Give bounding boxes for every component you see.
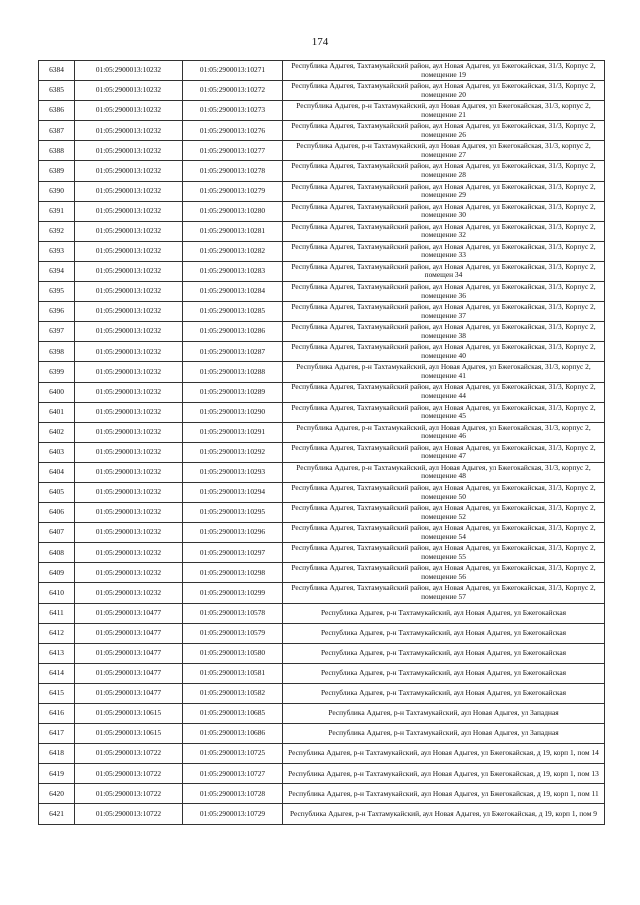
cadastral-number-cell: 01:05:2900013:10293 — [183, 462, 283, 482]
table-row — [39, 342, 605, 362]
row-number-cell: 6401 — [39, 402, 75, 422]
parent-cadastral-number-cell: 01:05:2900013:10477 — [75, 643, 183, 663]
table-row — [39, 543, 605, 563]
parent-cadastral-number-cell: 01:05:2900013:10232 — [75, 61, 183, 81]
table-row — [39, 704, 605, 724]
table-row — [39, 643, 605, 663]
address-cell: Республика Адыгея, Тахтамукайский район, аул Новая Адыгея, ул Бжегокайская, 31/3, Корпус 2, помещение 36 — [283, 282, 605, 302]
table-row — [39, 181, 605, 201]
row-number-cell: 6399 — [39, 362, 75, 382]
parent-cadastral-number-cell: 01:05:2900013:10232 — [75, 101, 183, 121]
address-cell: Республика Адыгея, р-н Тахтамукайский, аул Новая Адыгея, ул Бжегокайская — [283, 663, 605, 683]
table-row — [39, 101, 605, 121]
table-row — [39, 282, 605, 302]
parent-cadastral-number-cell: 01:05:2900013:10722 — [75, 764, 183, 784]
row-number-cell: 6413 — [39, 643, 75, 663]
cadastral-number-cell: 01:05:2900013:10727 — [183, 764, 283, 784]
parent-cadastral-number-cell: 01:05:2900013:10232 — [75, 563, 183, 583]
table-row — [39, 141, 605, 161]
row-number-cell: 6419 — [39, 764, 75, 784]
cadastral-number-cell: 01:05:2900013:10296 — [183, 523, 283, 543]
parent-cadastral-number-cell: 01:05:2900013:10477 — [75, 623, 183, 643]
row-number-cell: 6408 — [39, 543, 75, 563]
address-cell: Республика Адыгея, р-н Тахтамукайский, аул Новая Адыгея, ул Западная — [283, 704, 605, 724]
cadastral-number-cell: 01:05:2900013:10292 — [183, 442, 283, 462]
cadastral-number-cell: 01:05:2900013:10272 — [183, 81, 283, 101]
row-number-cell: 6397 — [39, 322, 75, 342]
table-row — [39, 583, 605, 603]
address-cell: Республика Адыгея, р-н Тахтамукайский, аул Новая Адыгея, ул Западная — [283, 724, 605, 744]
parent-cadastral-number-cell: 01:05:2900013:10232 — [75, 422, 183, 442]
row-number-cell: 6390 — [39, 181, 75, 201]
parent-cadastral-number-cell: 01:05:2900013:10232 — [75, 503, 183, 523]
address-cell: Республика Адыгея, р-н Тахтамукайский, аул Новая Адыгея, ул Бжегокайская, 31/3, корпус 2, помещение 21 — [283, 101, 605, 121]
parent-cadastral-number-cell: 01:05:2900013:10232 — [75, 462, 183, 482]
cadastral-number-cell: 01:05:2900013:10288 — [183, 362, 283, 382]
cadastral-number-cell: 01:05:2900013:10582 — [183, 683, 283, 703]
address-cell: Республика Адыгея, Тахтамукайский район, аул Новая Адыгея, ул Бжегокайская, 31/3, Корпус 2, помещение 19 — [283, 61, 605, 81]
cadastral-number-cell: 01:05:2900013:10725 — [183, 744, 283, 764]
address-cell: Республика Адыгея, р-н Тахтамукайский, аул Новая Адыгея, ул Бжегокайская — [283, 683, 605, 703]
address-cell: Республика Адыгея, р-н Тахтамукайский, аул Новая Адыгея, ул Бжегокайская, д 19, корп 1, пом 14 — [283, 744, 605, 764]
table-row — [39, 61, 605, 81]
address-cell: Республика Адыгея, р-н Тахтамукайский, аул Новая Адыгея, ул Бжегокайская, 31/3, корпус 2, помещение 41 — [283, 362, 605, 382]
row-number-cell: 6404 — [39, 462, 75, 482]
parent-cadastral-number-cell: 01:05:2900013:10477 — [75, 683, 183, 703]
parent-cadastral-number-cell: 01:05:2900013:10615 — [75, 704, 183, 724]
row-number-cell: 6412 — [39, 623, 75, 643]
row-number-cell: 6421 — [39, 804, 75, 824]
cadastral-number-cell: 01:05:2900013:10578 — [183, 603, 283, 623]
address-cell: Республика Адыгея, р-н Тахтамукайский, аул Новая Адыгея, ул Бжегокайская — [283, 623, 605, 643]
table-row — [39, 804, 605, 824]
row-number-cell: 6409 — [39, 563, 75, 583]
table-row — [39, 382, 605, 402]
parent-cadastral-number-cell: 01:05:2900013:10477 — [75, 663, 183, 683]
address-cell: Республика Адыгея, Тахтамукайский район, аул Новая Адыгея, ул Бжегокайская, 31/3, Корпус 2, помещение 29 — [283, 181, 605, 201]
cadastral-number-cell: 01:05:2900013:10298 — [183, 563, 283, 583]
row-number-cell: 6400 — [39, 382, 75, 402]
table-row — [39, 462, 605, 482]
parent-cadastral-number-cell: 01:05:2900013:10232 — [75, 121, 183, 141]
cadastral-number-cell: 01:05:2900013:10295 — [183, 503, 283, 523]
row-number-cell: 6403 — [39, 442, 75, 462]
parent-cadastral-number-cell: 01:05:2900013:10722 — [75, 784, 183, 804]
row-number-cell: 6414 — [39, 663, 75, 683]
parent-cadastral-number-cell: 01:05:2900013:10232 — [75, 161, 183, 181]
table-row — [39, 161, 605, 181]
row-number-cell: 6387 — [39, 121, 75, 141]
address-cell: Республика Адыгея, Тахтамукайский район, аул Новая Адыгея, ул Бжегокайская, 31/3, Корпус 2, помещение 32 — [283, 221, 605, 241]
parent-cadastral-number-cell: 01:05:2900013:10232 — [75, 523, 183, 543]
registry-table-body — [39, 61, 605, 825]
address-cell: Республика Адыгея, Тахтамукайский район, аул Новая Адыгея, ул Бжегокайская, 31/3, Корпус 2, помещение 37 — [283, 302, 605, 322]
address-cell: Республика Адыгея, Тахтамукайский район, аул Новая Адыгея, ул Бжегокайская, 31/3, Корпус 2, помещение 40 — [283, 342, 605, 362]
table-row — [39, 362, 605, 382]
cadastral-number-cell: 01:05:2900013:10279 — [183, 181, 283, 201]
cadastral-number-cell: 01:05:2900013:10579 — [183, 623, 283, 643]
table-row — [39, 201, 605, 221]
cadastral-number-cell: 01:05:2900013:10291 — [183, 422, 283, 442]
table-row — [39, 623, 605, 643]
cadastral-number-cell: 01:05:2900013:10686 — [183, 724, 283, 744]
table-row — [39, 683, 605, 703]
row-number-cell: 6384 — [39, 61, 75, 81]
cadastral-number-cell: 01:05:2900013:10289 — [183, 382, 283, 402]
row-number-cell: 6396 — [39, 302, 75, 322]
cadastral-number-cell: 01:05:2900013:10285 — [183, 302, 283, 322]
table-row — [39, 402, 605, 422]
table-row — [39, 322, 605, 342]
table-row — [39, 784, 605, 804]
address-cell: Республика Адыгея, Тахтамукайский район, аул Новая Адыгея, ул Бжегокайская, 31/3, Корпус 2, помещение 44 — [283, 382, 605, 402]
cadastral-number-cell: 01:05:2900013:10284 — [183, 282, 283, 302]
cadastral-number-cell: 01:05:2900013:10281 — [183, 221, 283, 241]
table-row — [39, 221, 605, 241]
row-number-cell: 6417 — [39, 724, 75, 744]
row-number-cell: 6410 — [39, 583, 75, 603]
address-cell: Республика Адыгея, Тахтамукайский район, аул Новая Адыгея, ул Бжегокайская, 31/3, Корпус 2, помещение 38 — [283, 322, 605, 342]
table-row — [39, 663, 605, 683]
address-cell: Республика Адыгея, Тахтамукайский район, аул Новая Адыгея, ул Бжегокайская, 31/3, Корпус 2, помещение 52 — [283, 503, 605, 523]
parent-cadastral-number-cell: 01:05:2900013:10232 — [75, 241, 183, 261]
parent-cadastral-number-cell: 01:05:2900013:10232 — [75, 402, 183, 422]
address-cell: Республика Адыгея, р-н Тахтамукайский, аул Новая Адыгея, ул Бжегокайская, д 19, корп 1, пом 11 — [283, 784, 605, 804]
parent-cadastral-number-cell: 01:05:2900013:10232 — [75, 221, 183, 241]
address-cell: Республика Адыгея, р-н Тахтамукайский, аул Новая Адыгея, ул Бжегокайская, 31/3, корпус 2, помещение 46 — [283, 422, 605, 442]
address-cell: Республика Адыгея, р-н Тахтамукайский, аул Новая Адыгея, ул Бжегокайская, 31/3, корпус 2, помещение 27 — [283, 141, 605, 161]
row-number-cell: 6411 — [39, 603, 75, 623]
address-cell: Республика Адыгея, Тахтамукайский район, аул Новая Адыгея, ул Бжегокайская, 31/3, Корпус 2, помещение 30 — [283, 201, 605, 221]
cadastral-number-cell: 01:05:2900013:10276 — [183, 121, 283, 141]
parent-cadastral-number-cell: 01:05:2900013:10232 — [75, 141, 183, 161]
row-number-cell: 6416 — [39, 704, 75, 724]
row-number-cell: 6389 — [39, 161, 75, 181]
address-cell: Республика Адыгея, Тахтамукайский район, аул Новая Адыгея, ул Бжегокайская, 31/3, Корпус 2, помещение 55 — [283, 543, 605, 563]
address-cell: Республика Адыгея, Тахтамукайский район, аул Новая Адыгея, ул Бжегокайская, 31/3, Корпус 2, помещение 26 — [283, 121, 605, 141]
cadastral-number-cell: 01:05:2900013:10580 — [183, 643, 283, 663]
parent-cadastral-number-cell: 01:05:2900013:10232 — [75, 81, 183, 101]
row-number-cell: 6395 — [39, 282, 75, 302]
address-cell: Республика Адыгея, Тахтамукайский район, аул Новая Адыгея, ул Бжегокайская, 31/3, Корпус 2, помещен 34 — [283, 261, 605, 281]
cadastral-number-cell: 01:05:2900013:10278 — [183, 161, 283, 181]
cadastral-number-cell: 01:05:2900013:10283 — [183, 261, 283, 281]
parent-cadastral-number-cell: 01:05:2900013:10615 — [75, 724, 183, 744]
row-number-cell: 6392 — [39, 221, 75, 241]
cadastral-number-cell: 01:05:2900013:10581 — [183, 663, 283, 683]
cadastral-number-cell: 01:05:2900013:10299 — [183, 583, 283, 603]
table-row — [39, 121, 605, 141]
row-number-cell: 6407 — [39, 523, 75, 543]
cadastral-number-cell: 01:05:2900013:10729 — [183, 804, 283, 824]
cadastral-number-cell: 01:05:2900013:10294 — [183, 482, 283, 502]
address-cell: Республика Адыгея, р-н Тахтамукайский, аул Новая Адыгея, ул Бжегокайская — [283, 643, 605, 663]
table-row — [39, 503, 605, 523]
address-cell: Республика Адыгея, р-н Тахтамукайский, аул Новая Адыгея, ул Бжегокайская — [283, 603, 605, 623]
cadastral-number-cell: 01:05:2900013:10286 — [183, 322, 283, 342]
address-cell: Республика Адыгея, р-н Тахтамукайский, аул Новая Адыгея, ул Бжегокайская, д 19, корп 1, пом 9 — [283, 804, 605, 824]
parent-cadastral-number-cell: 01:05:2900013:10232 — [75, 322, 183, 342]
page-number: 174 — [311, 36, 329, 48]
parent-cadastral-number-cell: 01:05:2900013:10232 — [75, 583, 183, 603]
parent-cadastral-number-cell: 01:05:2900013:10232 — [75, 282, 183, 302]
parent-cadastral-number-cell: 01:05:2900013:10232 — [75, 261, 183, 281]
row-number-cell: 6393 — [39, 241, 75, 261]
row-number-cell: 6385 — [39, 81, 75, 101]
address-cell: Республика Адыгея, р-н Тахтамукайский, аул Новая Адыгея, ул Бжегокайская, д 19, корп 1, пом 13 — [283, 764, 605, 784]
cadastral-number-cell: 01:05:2900013:10290 — [183, 402, 283, 422]
row-number-cell: 6386 — [39, 101, 75, 121]
row-number-cell: 6394 — [39, 261, 75, 281]
parent-cadastral-number-cell: 01:05:2900013:10722 — [75, 744, 183, 764]
address-cell: Республика Адыгея, Тахтамукайский район, аул Новая Адыгея, ул Бжегокайская, 31/3, Корпус 2, помещение 54 — [283, 523, 605, 543]
parent-cadastral-number-cell: 01:05:2900013:10232 — [75, 302, 183, 322]
row-number-cell: 6398 — [39, 342, 75, 362]
table-row — [39, 563, 605, 583]
cadastral-number-cell: 01:05:2900013:10728 — [183, 784, 283, 804]
table-row — [39, 81, 605, 101]
row-number-cell: 6405 — [39, 482, 75, 502]
table-row — [39, 744, 605, 764]
address-cell: Республика Адыгея, Тахтамукайский район, аул Новая Адыгея, ул Бжегокайская, 31/3, Корпус 2, помещение 28 — [283, 161, 605, 181]
cadastral-number-cell: 01:05:2900013:10277 — [183, 141, 283, 161]
address-cell: Республика Адыгея, Тахтамукайский район, аул Новая Адыгея, ул Бжегокайская, 31/3, Корпус 2, помещение 33 — [283, 241, 605, 261]
parent-cadastral-number-cell: 01:05:2900013:10232 — [75, 482, 183, 502]
cadastral-number-cell: 01:05:2900013:10273 — [183, 101, 283, 121]
cadastral-number-cell: 01:05:2900013:10282 — [183, 241, 283, 261]
address-cell: Республика Адыгея, р-н Тахтамукайский, аул Новая Адыгея, ул Бжегокайская, 31/3, корпус 2, помещение 48 — [283, 462, 605, 482]
table-row — [39, 302, 605, 322]
table-row — [39, 764, 605, 784]
table-row — [39, 442, 605, 462]
table-row — [39, 523, 605, 543]
table-row — [39, 241, 605, 261]
parent-cadastral-number-cell: 01:05:2900013:10477 — [75, 603, 183, 623]
parent-cadastral-number-cell: 01:05:2900013:10232 — [75, 382, 183, 402]
parent-cadastral-number-cell: 01:05:2900013:10232 — [75, 201, 183, 221]
row-number-cell: 6406 — [39, 503, 75, 523]
row-number-cell: 6402 — [39, 422, 75, 442]
parent-cadastral-number-cell: 01:05:2900013:10232 — [75, 342, 183, 362]
cadastral-number-cell: 01:05:2900013:10287 — [183, 342, 283, 362]
address-cell: Республика Адыгея, Тахтамукайский район, аул Новая Адыгея, ул Бжегокайская, 31/3, Корпус 2, помещение 57 — [283, 583, 605, 603]
row-number-cell: 6388 — [39, 141, 75, 161]
address-cell: Республика Адыгея, Тахтамукайский район, аул Новая Адыгея, ул Бжегокайская, 31/3, Корпус 2, помещение 50 — [283, 482, 605, 502]
cadastral-number-cell: 01:05:2900013:10271 — [183, 61, 283, 81]
parent-cadastral-number-cell: 01:05:2900013:10232 — [75, 543, 183, 563]
table-row — [39, 422, 605, 442]
parent-cadastral-number-cell: 01:05:2900013:10232 — [75, 181, 183, 201]
cadastral-number-cell: 01:05:2900013:10280 — [183, 201, 283, 221]
table-row — [39, 603, 605, 623]
parent-cadastral-number-cell: 01:05:2900013:10722 — [75, 804, 183, 824]
address-cell: Республика Адыгея, Тахтамукайский район, аул Новая Адыгея, ул Бжегокайская, 31/3, Корпус 2, помещение 20 — [283, 81, 605, 101]
parent-cadastral-number-cell: 01:05:2900013:10232 — [75, 442, 183, 462]
row-number-cell: 6420 — [39, 784, 75, 804]
registry-table — [38, 60, 605, 825]
parent-cadastral-number-cell: 01:05:2900013:10232 — [75, 362, 183, 382]
table-row — [39, 724, 605, 744]
address-cell: Республика Адыгея, Тахтамукайский район, аул Новая Адыгея, ул Бжегокайская, 31/3, Корпус 2, помещение 45 — [283, 402, 605, 422]
row-number-cell: 6418 — [39, 744, 75, 764]
table-row — [39, 482, 605, 502]
row-number-cell: 6415 — [39, 683, 75, 703]
cadastral-number-cell: 01:05:2900013:10685 — [183, 704, 283, 724]
address-cell: Республика Адыгея, Тахтамукайский район, аул Новая Адыгея, ул Бжегокайская, 31/3, Корпус 2, помещение 56 — [283, 563, 605, 583]
table-row — [39, 261, 605, 281]
cadastral-number-cell: 01:05:2900013:10297 — [183, 543, 283, 563]
address-cell: Республика Адыгея, Тахтамукайский район, аул Новая Адыгея, ул Бжегокайская, 31/3, Корпус 2, помещение 47 — [283, 442, 605, 462]
row-number-cell: 6391 — [39, 201, 75, 221]
